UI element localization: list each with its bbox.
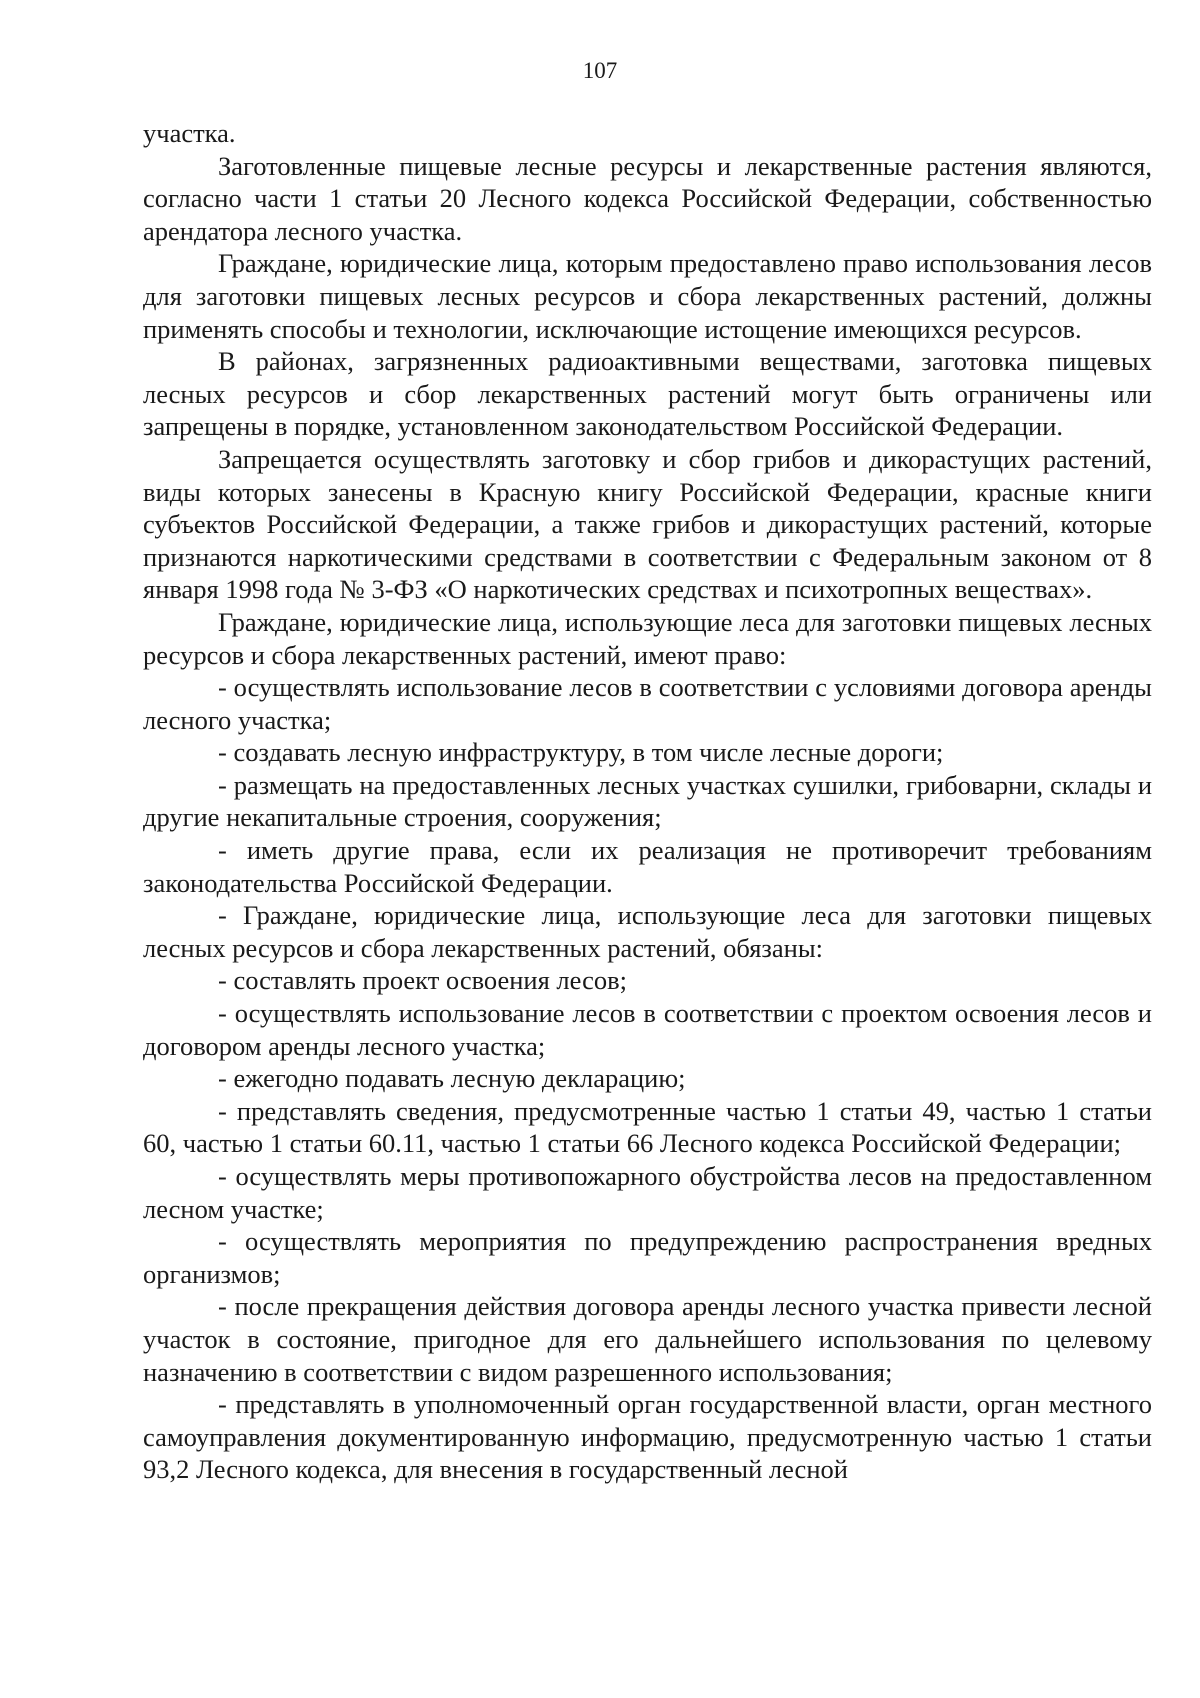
list-item: - осуществлять использование лесов в соответствии с проектом освоения лесов и договором аренды лесного участка;	[143, 998, 1152, 1061]
page-number: 107	[582, 58, 618, 83]
list-item: - создавать лесную инфраструктуру, в том числе лесные дороги;	[218, 737, 944, 768]
paragraph-continuation: участка.	[143, 118, 236, 148]
paragraph-obligations-intro: - Граждане, юридические лица, использующие леса для заготовки пищевых лесных ресурсов и сбора лекарственных растений, обязаны:	[143, 900, 1152, 963]
list-item: - иметь другие права, если их реализация не противоречит требованиям законодательства Российской Федерации.	[143, 835, 1152, 898]
list-item: - представлять в уполномоченный орган государственной власти, орган местного самоуправления документированную информацию, предусмотренную частью 1 статьи 93,2 Лесного кодекса, для внесения в государственный лесной	[143, 1389, 1152, 1485]
list-item: - размещать на предоставленных лесных участках сушилки, грибоварни, склады и другие некапитальные строения, сооружения;	[143, 769, 1152, 833]
list-item: - осуществлять использование лесов в соответствии с условиями договора аренды лесного участка;	[143, 672, 1152, 735]
list-item: - представлять сведения, предусмотренные частью 1 статьи 49, частью 1 статьи 60, частью 1 статьи 60.11, частью 1 статьи 66 Лесного кодекса Российской Федерации;	[143, 1095, 1152, 1159]
document-body	[143, 117, 1152, 1486]
paragraph-radioactive-areas: В районах, загрязненных радиоактивными веществами, заготовка пищевых лесных ресурсов и сбор лекарственных растений могут быть ограничены или запрещены в порядке, установленном законодательством Российской Федерации.	[143, 346, 1152, 442]
list-item: - составлять проект освоения лесов;	[218, 965, 627, 996]
list-item: - осуществлять меры противопожарного обустройства лесов на предоставленном лесном участке;	[143, 1161, 1152, 1224]
paragraph-prohibitions: Запрещается осуществлять заготовку и сбор грибов и дикорастущих растений, виды которых занесены в Красную книгу Российской Федерации, красные книги субъектов Российской Федерации, а также грибов и дикорастущих растений, которые признаются наркотическими средствами в соответствии с Федеральным законом от 8 января 1998 года № 3-ФЗ «О наркотических средствах и психотропных веществах».	[143, 443, 1152, 605]
paragraph-harvested-resources: Заготовленные пищевые лесные ресурсы и лекарственные растения являются, согласно части 1 статьи 20 Лесного кодекса Российской Федерации, собственностью арендатора лесного участка.	[143, 150, 1152, 246]
paragraph-rights-intro: Граждане, юридические лица, использующие леса для заготовки пищевых лесных ресурсов и сбора лекарственных растений, имеют право:	[143, 606, 1152, 670]
list-item: - ежегодно подавать лесную декларацию;	[218, 1063, 686, 1094]
list-item: - осуществлять мероприятия по предупреждению распространения вредных организмов;	[143, 1226, 1152, 1289]
paragraph-harvesting-methods: Граждане, юридические лица, которым предоставлено право использования лесов для заготовки пищевых лесных ресурсов и сбора лекарственных растений, должны применять способы и технологии, исключающие истощение имеющихся ресурсов.	[143, 248, 1152, 344]
list-item: - после прекращения действия договора аренды лесного участка привести лесной участок в состояние, пригодное для его дальнейшего использования по целевому назначению в соответствии с видом разрешенного использования;	[143, 1291, 1152, 1387]
